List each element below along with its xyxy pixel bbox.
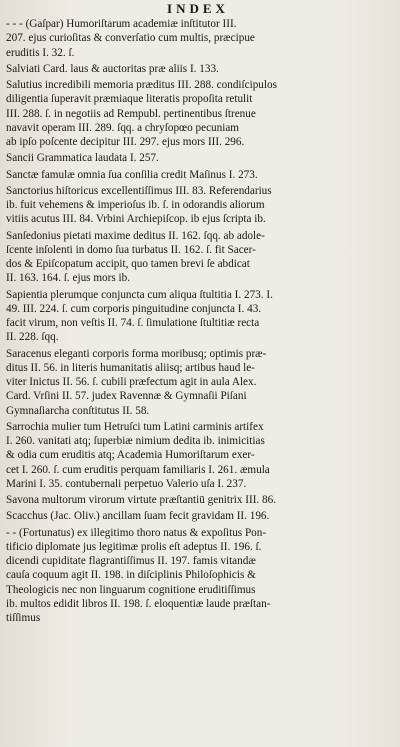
index-entry (6, 78, 390, 149)
index-entry-line: II. 163. 164. ſ. ejus mors ib. (6, 272, 130, 285)
index-entry-line: III. 288. ſ. in negotiis ad Rempubl. pertinentibus ſtrenue (6, 107, 256, 120)
index-entry-line: Sancii Grammatica laudata I. 257. (6, 152, 159, 165)
index-entry-line: ib. multos edidit libros II. 198. ſ. eloquentiæ laude præſtan- (6, 597, 271, 610)
index-entry-line: Saracenus eleganti corporis forma moribusq; optimis præ- (6, 347, 267, 360)
index-entry-line: Card. Vrſini II. 57. judex Ravennæ & Gymnaſii Piſani (6, 390, 247, 403)
index-entry-line: vitiis acutus III. 84. Vrbini Archiepiſcop. ib ejus ſcripta ib. (6, 213, 266, 226)
index-entry (6, 168, 390, 182)
index-entry (6, 288, 390, 345)
index-entry-line: dicendi cupiditate flagrantiſſimus II. 197. famis vitandæ (6, 555, 256, 567)
index-entry-line: facit virum, non veſtis II. 74. ſ. ſimulatione ſtultitiæ recta (6, 317, 260, 329)
index-entry (6, 62, 390, 76)
index-entry (6, 229, 390, 286)
index-entry-line: tificio diplomate jus legitimæ prolis eſt adeptus II. 196. ſ. (6, 540, 262, 553)
page-header: INDEX (167, 1, 229, 16)
index-entry-line: ib. fuit vehemens & imperioſus ib. ſ. in odorandis aliorum (6, 199, 265, 211)
index-entry (6, 493, 390, 507)
index-entry-line: Gymnaſiarcha conſtitutus II. 58. (6, 404, 150, 417)
index-entry (6, 509, 390, 523)
index-entry (6, 151, 390, 165)
index-entry-line: ab ipſo poſcente decipitur III. 297. ejus mors III. 296. (6, 136, 245, 148)
index-entry-line: dos & Epiſcopatum accipit, quo tamen brevi ſe abdicat (6, 258, 250, 270)
index-entries (6, 17, 390, 625)
index-entry-line: cet I. 260. ſ. cum eruditis perquam familiaris I. 261. æmula (6, 463, 270, 476)
index-entry-line: Sanctæ famulæ omnia ſua conſilia credit Maſinus I. 273. (6, 168, 258, 181)
index-entry-line: 207. ejus curioſitas & converſatio cum multis, præcipue (6, 32, 255, 45)
index-entry (6, 526, 390, 626)
index-entry-line: cauſa coquum agit II. 198. in diſciplinis Philoſophicis & (6, 569, 256, 582)
index-entry-line: diligentia ſuperavit præmiaque literatis propoſita retulit (6, 93, 253, 106)
index-entry-line: Salutius incredibili memoria præditus III. 288. condiſcipulos (6, 79, 277, 91)
index-entry-line: ditus II. 56. in literis humanitatis aliisq; artibus haud le- (6, 361, 255, 374)
index-entry-line: I. 260. vanitati atq; ſuperbiæ nimium dedita ib. inimicitias (6, 435, 265, 447)
index-entry-line: navavit operam III. 289. ſqq. a chryſopœo pecuniam (6, 121, 239, 134)
index-entry (6, 184, 390, 227)
index-entry-line: Sanctorius hiſtoricus excellentiſſimus III. 83. Referendarius (6, 184, 272, 197)
index-entry-line: Marini I. 35. contubernali perpetuo Valerio uſa I. 237. (6, 477, 247, 490)
index-entry (6, 17, 390, 60)
index-entry-line: Sarrochia mulier tum Hetruſci tum Latini carminis artifex (6, 420, 264, 433)
index-entry (6, 420, 390, 491)
index-entry-line: - - - (Gaſpar) Humoriſtarum academiæ inſtitutor III. (6, 18, 237, 30)
index-entry-line: Savona multorum virorum virtute præſtantiū genitrix III. 86. (6, 494, 277, 506)
index-entry-line: tiſſimus (6, 612, 41, 624)
index-entry-line: ſcente inſolenti in domo ſua turbatus II. 162. ſ. fit Sacer- (6, 243, 256, 256)
index-entry-line: Scacchus (Jac. Oliv.) ancillam ſuam fecit gravidam II. 196. (6, 510, 270, 523)
index-entry-line: - - (Fortunatus) ex illegitimo thoro natus & expoſitus Pon- (6, 526, 267, 539)
index-entry-line: 49. III. 224. ſ. cum corporis pinguitudine conjuncta I. 43. (6, 302, 262, 315)
index-entry-line: II. 228. ſqq. (6, 331, 59, 344)
index-entry-line: & odia cum eruditis atq; Academia Humoriſtarum exer- (6, 449, 255, 462)
index-entry (6, 347, 390, 418)
index-entry-line: Sapientia plerumque conjuncta cum aliqua ſtultitia I. 273. I. (6, 288, 273, 301)
index-entry-line: eruditis I. 32. ſ. (6, 46, 75, 59)
index-entry-line: Sanſedonius pietati maxime deditus II. 162. ſqq. ab adole- (6, 229, 265, 242)
index-entry-line: viter Inictus II. 56. ſ. cubili præfectum agit in aula Alex. (6, 376, 257, 388)
index-entry-line: Theologicis nec non linguarum cognitione eruditiſſimus (6, 583, 256, 596)
index-entry-line: Salviati Card. laus & auctoritas præ aliis I. 133. (6, 62, 219, 75)
